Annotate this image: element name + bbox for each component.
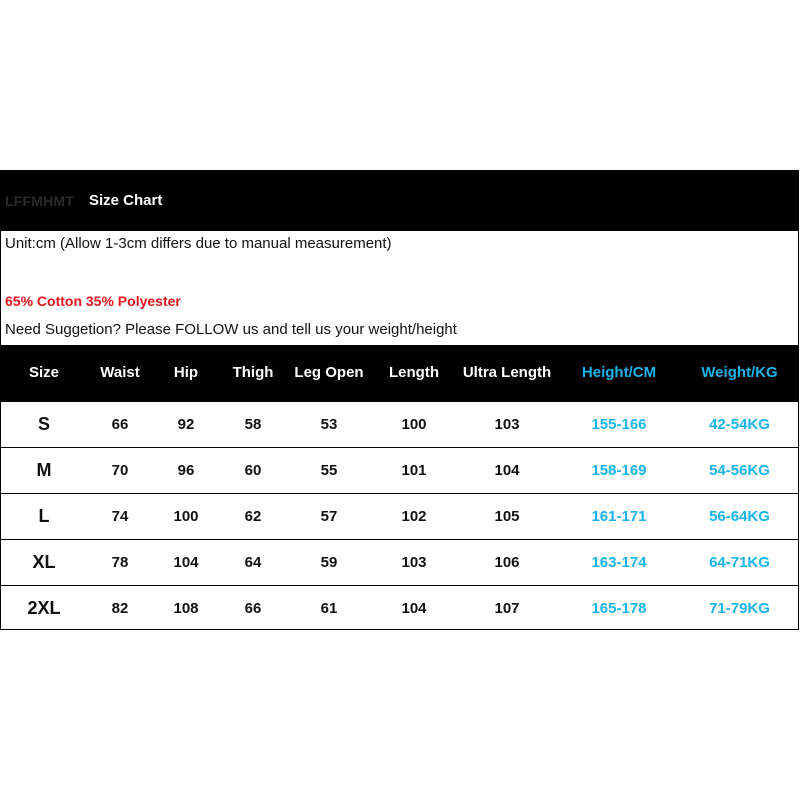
leg-open-cell: 57	[287, 494, 371, 540]
thigh-cell: 60	[219, 448, 287, 494]
size-chart	[0, 170, 799, 630]
weight-cell: 42-54KG	[681, 401, 798, 448]
table-row	[1, 540, 798, 586]
hip-cell: 108	[153, 586, 219, 632]
size-cell: S	[1, 401, 87, 448]
column-header-hip: Hip	[153, 345, 219, 401]
column-header-thigh: Thigh	[219, 345, 287, 401]
waist-cell: 66	[87, 401, 153, 448]
length-cell: 103	[371, 540, 457, 586]
table-row	[1, 586, 798, 632]
unit-note: Unit:cm (Allow 1-3cm differs due to manual measurement)	[5, 235, 392, 252]
weight-cell: 64-71KG	[681, 540, 798, 586]
thigh-cell: 62	[219, 494, 287, 540]
leg-open-cell: 59	[287, 540, 371, 586]
weight-cell: 71-79KG	[681, 586, 798, 632]
column-header-size: Size	[1, 345, 87, 401]
chart-title: Size Chart	[89, 192, 163, 209]
size-cell: M	[1, 448, 87, 494]
ultra-length-cell: 103	[457, 401, 557, 448]
column-header-height: Height/CM	[557, 345, 681, 401]
height-cell: 165-178	[557, 586, 681, 632]
weight-cell: 54-56KG	[681, 448, 798, 494]
length-cell: 104	[371, 586, 457, 632]
ultra-length-cell: 104	[457, 448, 557, 494]
leg-open-cell: 55	[287, 448, 371, 494]
ultra-length-cell: 107	[457, 586, 557, 632]
table-row	[1, 494, 798, 540]
height-cell: 163-174	[557, 540, 681, 586]
thigh-cell: 64	[219, 540, 287, 586]
thigh-cell: 58	[219, 401, 287, 448]
table-row	[1, 401, 798, 448]
hip-cell: 104	[153, 540, 219, 586]
thigh-cell: 66	[219, 586, 287, 632]
waist-cell: 74	[87, 494, 153, 540]
hip-cell: 96	[153, 448, 219, 494]
length-cell: 101	[371, 448, 457, 494]
size-table	[1, 345, 798, 631]
hip-cell: 92	[153, 401, 219, 448]
weight-cell: 56-64KG	[681, 494, 798, 540]
table-row	[1, 448, 798, 494]
hip-cell: 100	[153, 494, 219, 540]
size-cell: L	[1, 494, 87, 540]
length-cell: 102	[371, 494, 457, 540]
title-bar	[1, 171, 798, 231]
brand-name: LFFMHMT	[5, 193, 75, 209]
height-cell: 161-171	[557, 494, 681, 540]
ultra-length-cell: 106	[457, 540, 557, 586]
column-header-leg-open: Leg Open	[287, 345, 371, 401]
size-cell: 2XL	[1, 586, 87, 632]
size-cell: XL	[1, 540, 87, 586]
column-header-length: Length	[371, 345, 457, 401]
length-cell: 100	[371, 401, 457, 448]
leg-open-cell: 61	[287, 586, 371, 632]
column-header-ultra-length: Ultra Length	[457, 345, 557, 401]
ultra-length-cell: 105	[457, 494, 557, 540]
column-header-weight: Weight/KG	[681, 345, 798, 401]
column-header-waist: Waist	[87, 345, 153, 401]
height-cell: 158-169	[557, 448, 681, 494]
waist-cell: 78	[87, 540, 153, 586]
leg-open-cell: 53	[287, 401, 371, 448]
suggestion-note: Need Suggetion? Please FOLLOW us and tell us your weight/height	[5, 321, 457, 338]
waist-cell: 70	[87, 448, 153, 494]
waist-cell: 82	[87, 586, 153, 632]
table-header-row	[1, 345, 798, 401]
height-cell: 155-166	[557, 401, 681, 448]
fabric-composition: 65% Cotton 35% Polyester	[5, 293, 181, 309]
